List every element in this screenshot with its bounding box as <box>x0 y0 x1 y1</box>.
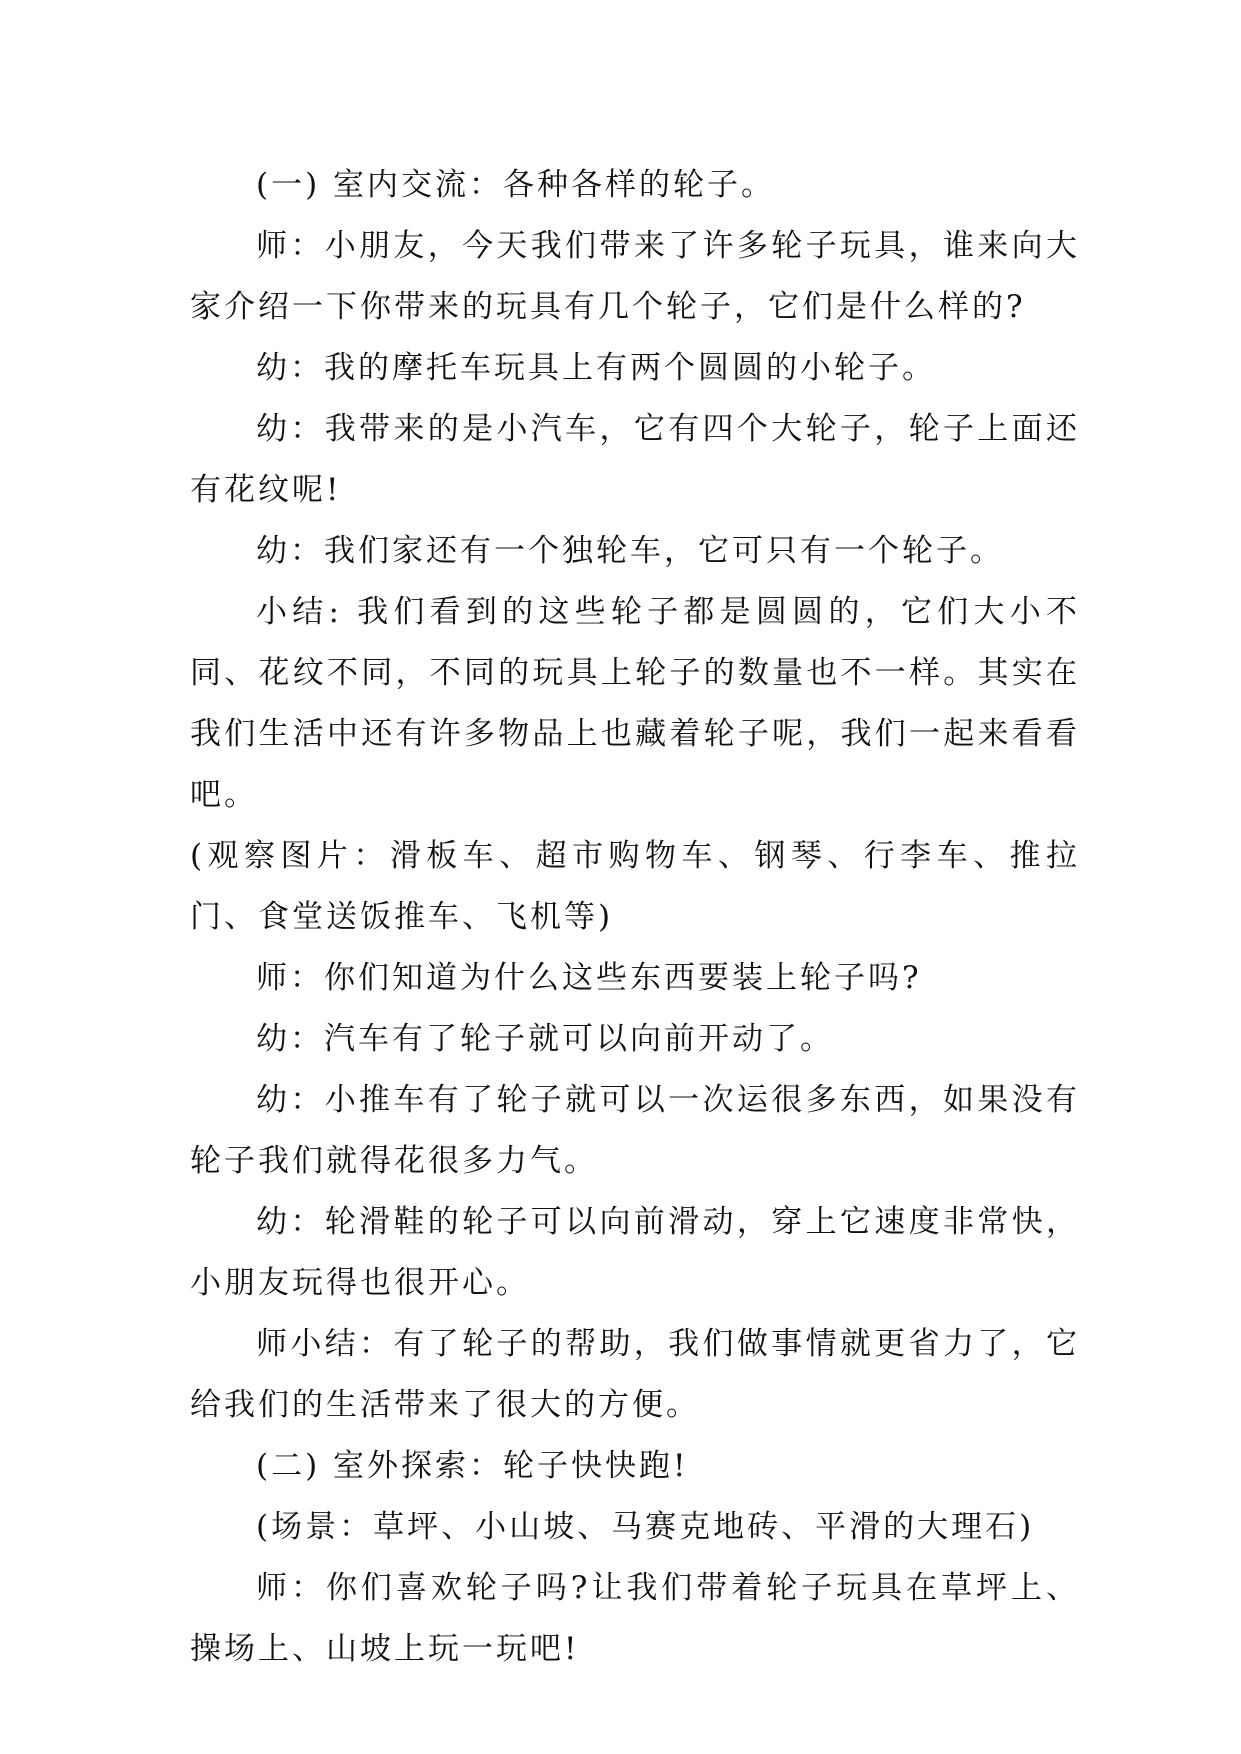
section-heading-indoor: (一) 室内交流：各种各样的轮子。 <box>256 167 776 203</box>
teacher-invitation: 师：你们喜欢轮子吗?让我们带着轮子玩具在草坪上、操场上、山坡上玩一玩吧! <box>190 1570 1080 1667</box>
observation-note: (观察图片：滑板车、超市购物车、钢琴、行李车、推拉门、食堂送饭推车、飞机等) <box>190 838 1080 935</box>
summary-paragraph: 小结: 我们看到的这些轮子都是圆圆的，它们大小不同、花纹不同，不同的玩具上轮子的数量也不一样。其实在我们生活中还有许多物品上也藏着轮子呢，我们一起来看看吧。 <box>190 594 1080 813</box>
document-body <box>190 155 1080 1680</box>
section-heading-outdoor: (二) 室外探索：轮子快快跑! <box>256 1448 689 1484</box>
child-answer-motorcycle: 幼：我的摩托车玩具上有两个圆圆的小轮子。 <box>256 350 936 386</box>
child-answer-car-move: 幼：汽车有了轮子就可以向前开动了。 <box>256 1021 834 1057</box>
scene-note: (场景：草坪、小山坡、马赛克地砖、平滑的大理石) <box>256 1509 1035 1545</box>
child-answer-unicycle: 幼：我们家还有一个独轮车，它可只有一个轮子。 <box>256 533 1004 569</box>
teacher-summary: 师小结：有了轮子的帮助，我们做事情就更省力了，它给我们的生活带来了很大的方便。 <box>190 1326 1080 1423</box>
child-answer-car: 幼：我带来的是小汽车，它有四个大轮子，轮子上面还有花纹呢! <box>190 411 1080 508</box>
teacher-question-why: 师：你们知道为什么这些东西要装上轮子吗? <box>256 960 922 996</box>
child-answer-skates: 幼：轮滑鞋的轮子可以向前滑动，穿上它速度非常快，小朋友玩得也很开心。 <box>190 1204 1080 1301</box>
child-answer-cart: 幼：小推车有了轮子就可以一次运很多东西，如果没有轮子我们就得花很多力气。 <box>190 1082 1080 1179</box>
teacher-question: 师：小朋友，今天我们带来了许多轮子玩具，谁来向大家介绍一下你带来的玩具有几个轮子，它们是什么样的? <box>190 228 1080 325</box>
